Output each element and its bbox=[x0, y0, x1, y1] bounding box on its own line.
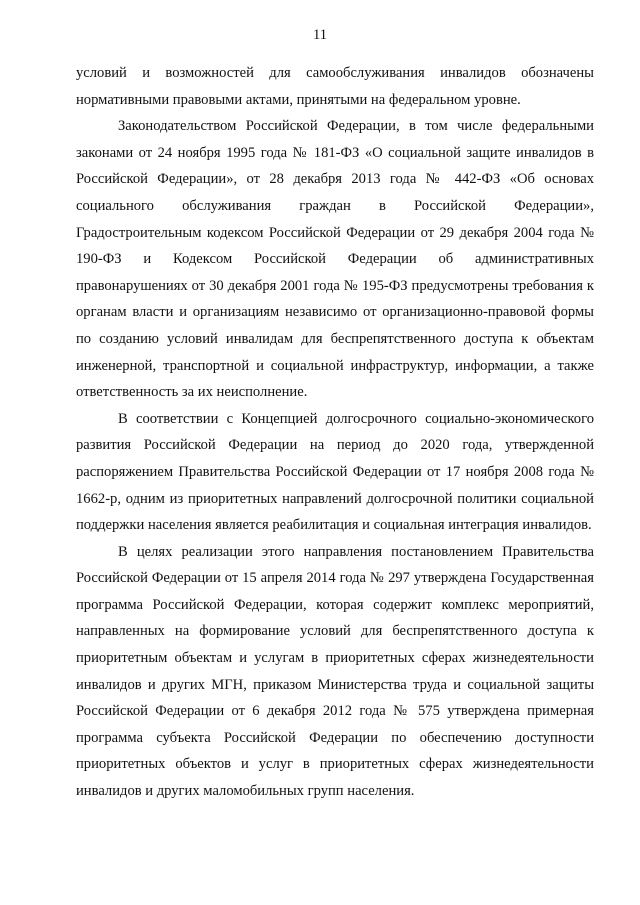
document-body bbox=[76, 60, 594, 805]
paragraph-continuation: условий и возможностей для самообслуживания инвалидов обозначены нормативными правовыми актами, принятыми на федеральном уровне. bbox=[76, 65, 594, 108]
paragraph-state-program: В целях реализации этого направления постановлением Правительства Российской Федерации от 15 апреля 2014 года № 297 утверждена Государственная программа Российской Федерации, которая содержит комплекс мероприятий, направленных на формирование условий для беспрепятственного доступа к приоритетным объектам и услугам в приоритетных сферах жизнедеятельности инвалидов и других МГН, приказом Министерства труда и социальной защиты Российской Федерации от 6 декабря 2012 года № 575 утверждена примерная программа субъекта Российской Федерации по обеспечению доступности приоритетных объектов и услуг в приоритетных сферах жизнедеятельности инвалидов и других маломобильных групп населения. bbox=[76, 543, 594, 800]
paragraph-legislation: Законодательством Российской Федерации, в том числе федеральными законами от 24 ноября 1995 года № 181-ФЗ «О социальной защите инвалидов в Российской Федерации», от 28 декабря 2013 года № 442-ФЗ «Об основах социального обслуживания граждан в Российской Федерации», Градостроительным кодексом Российской Федерации от 29 декабря 2004 года № 190-ФЗ и Кодексом Российской Федерации об административных правонарушениях от 30 декабря 2001 года № 195-ФЗ предусмотрены требования к органам власти и организациям независимо от организационно-правовой формы по созданию условий инвалидам для беспрепятственного доступа к объектам инженерной, транспортной и социальной инфраструктур, информации, а также ответственность за их неисполнение. bbox=[76, 118, 594, 401]
page-number: 11 bbox=[313, 27, 327, 43]
paragraph-concept: В соответствии с Концепцией долгосрочного социально-экономического развития Российской Федерации на период до 2020 года, утвержденной распоряжением Правительства Российской Федерации от 17 ноября 2008 года № 1662-р, одним из приоритетных направлений долгосрочной политики социальной поддержки населения является реабилитация и социальная интеграция инвалидов. bbox=[76, 410, 594, 534]
